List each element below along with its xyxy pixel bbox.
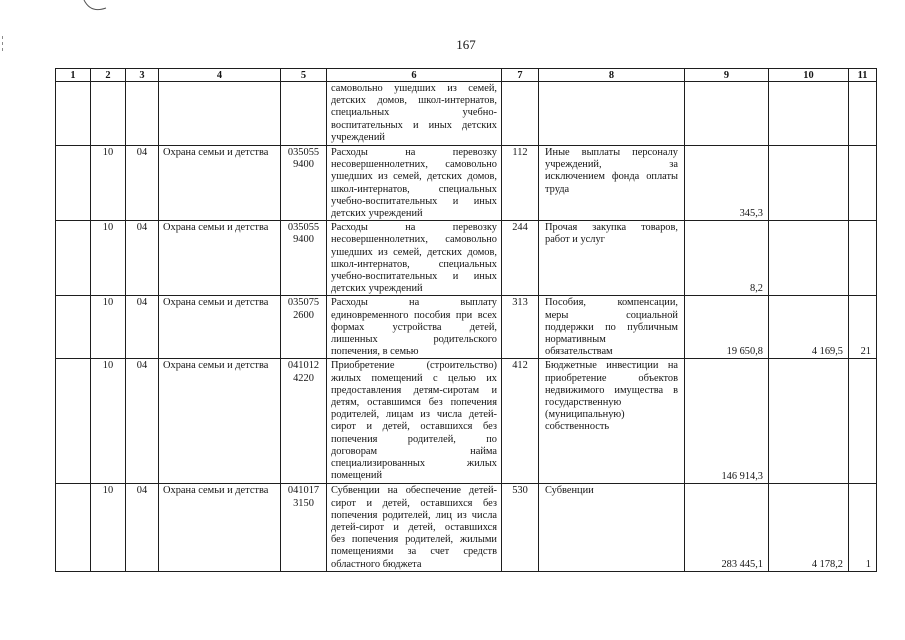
table-cell-col-1 — [56, 82, 91, 146]
cell-text-line: единовременного пособия при всех — [331, 309, 497, 321]
table-cell-col-10 — [769, 296, 849, 359]
column-header-1: 1 — [56, 69, 91, 82]
table-cell-col-1 — [56, 221, 91, 296]
cell-text-line: 283 445,1 — [721, 558, 763, 570]
table-cell-col-2 — [91, 484, 126, 571]
table-cell-col-3 — [126, 359, 159, 484]
cell-text-line: учебно-воспитательных и иных — [331, 195, 497, 207]
table-cell-col-8 — [539, 146, 685, 221]
cell-text-line: недвижимого имущества в — [545, 384, 678, 396]
cell-text-line: 041017 — [287, 485, 320, 497]
cell-text-line: Охрана семьи и детства — [163, 222, 269, 234]
table-cell-col-5 — [281, 359, 327, 484]
cell-text-line: специализированных жилых — [331, 458, 497, 470]
cell-text-line: попечения родителей, по — [331, 433, 497, 445]
cell-text-line: 035055 — [287, 222, 320, 234]
table-row — [56, 221, 877, 296]
cell-text-line: 04 — [136, 360, 148, 372]
table-cell-col-10 — [769, 484, 849, 571]
cell-text-line: Охрана семьи и детства — [163, 485, 269, 497]
table-cell-col-8 — [539, 221, 685, 296]
cell-text-line: 9400 — [293, 159, 314, 171]
cell-text-line: работ и услуг — [545, 234, 605, 246]
cell-text-line: исключением фонда оплаты — [545, 171, 678, 183]
cell-text-line: труда — [545, 183, 570, 195]
cell-text-line: 04 — [136, 222, 148, 234]
table-cell-col-1 — [56, 359, 91, 484]
table-cell-col-6 — [327, 296, 502, 359]
cell-text-line: собственность — [545, 421, 610, 433]
table-cell-col-11 — [849, 82, 877, 146]
table-cell-col-2 — [91, 146, 126, 221]
cell-text-line: поддержки по публичным — [545, 321, 678, 333]
table-row — [56, 359, 877, 484]
table-cell-col-7 — [502, 484, 539, 571]
column-header-5: 5 — [281, 69, 327, 82]
cell-text-line: 035055 — [287, 147, 320, 158]
table-cell-col-2 — [91, 359, 126, 484]
cell-text-line: Расходы на выплату — [331, 297, 497, 309]
table-row — [56, 484, 877, 571]
table-cell-col-4 — [159, 146, 281, 221]
cell-text-line: областного бюджета — [331, 558, 422, 570]
cell-text-line: 19 650,8 — [726, 346, 763, 358]
table-cell-col-9 — [685, 296, 769, 359]
table-row — [56, 146, 877, 221]
table-cell-col-10 — [769, 82, 849, 146]
cell-text-line: жилых помещений с целью их — [331, 372, 497, 384]
cell-text-line: Охрана семьи и детства — [163, 360, 269, 372]
cell-text-line: Пособия, компенсации, — [545, 297, 678, 309]
column-header-9: 9 — [685, 69, 769, 82]
budget-table — [55, 68, 877, 572]
cell-text-line: сирот и детей, оставшихся без — [331, 497, 497, 509]
table-cell-col-4 — [159, 484, 281, 571]
cell-text-line: государственную — [545, 397, 622, 409]
cell-text-line: специальных учебно- — [331, 107, 497, 119]
cell-text-line: 10 — [102, 485, 114, 497]
table-cell-col-3 — [126, 82, 159, 146]
cell-text-line: помещений — [331, 470, 383, 482]
cell-text-line: ушедших из семей, детских домов, — [331, 246, 497, 258]
table-cell-col-3 — [126, 484, 159, 571]
cell-text-line: Охрана семьи и детства — [163, 297, 269, 309]
table-cell-col-6 — [327, 484, 502, 571]
column-header-11: 11 — [849, 69, 877, 82]
cell-text-line: родителей, лицам из числа детей- — [331, 409, 497, 421]
table-cell-col-9 — [685, 82, 769, 146]
table-cell-col-6 — [327, 221, 502, 296]
table-row — [56, 82, 877, 146]
column-header-2: 2 — [91, 69, 126, 82]
cell-text-line: 10 — [102, 147, 114, 158]
cell-text-line: предоставления детям-сиротам и — [331, 384, 497, 396]
cell-text-line: Расходы на перевозку — [331, 147, 497, 158]
cell-text-line: 04 — [136, 147, 148, 158]
column-header-6: 6 — [327, 69, 502, 82]
cell-text-line: 345,3 — [739, 208, 763, 220]
cell-text-line: попечения родителей, лиц из числа — [331, 509, 497, 521]
table-cell-col-8 — [539, 484, 685, 571]
cell-text-line: договорам найма — [331, 445, 497, 457]
table-cell-col-5 — [281, 484, 327, 571]
table-cell-col-11 — [849, 296, 877, 359]
cell-text-line: 10 — [102, 222, 114, 234]
table-cell-col-2 — [91, 221, 126, 296]
table-cell-col-9 — [685, 221, 769, 296]
table-cell-col-5 — [281, 221, 327, 296]
column-header-3: 3 — [126, 69, 159, 82]
table-cell-col-1 — [56, 296, 91, 359]
cell-text-line: 2600 — [293, 309, 314, 321]
cell-text-line: (муниципальную) — [545, 409, 625, 421]
table-cell-col-9 — [685, 146, 769, 221]
table-header — [56, 69, 877, 82]
table-cell-col-7 — [502, 221, 539, 296]
cell-text-line: 3150 — [293, 497, 314, 509]
table-cell-col-3 — [126, 146, 159, 221]
cell-text-line: Приобретение (строительство) — [331, 360, 497, 372]
column-header-10: 10 — [769, 69, 849, 82]
table-cell-col-1 — [56, 484, 91, 571]
cell-text-line: Иные выплаты персоналу — [545, 147, 678, 158]
cell-text-line: 530 — [512, 485, 528, 497]
table-cell-col-4 — [159, 296, 281, 359]
cell-text-line: учреждений, за — [545, 159, 678, 171]
cell-text-line: приобретение объектов — [545, 372, 678, 384]
table-cell-col-7 — [502, 359, 539, 484]
cell-text-line: 10 — [102, 297, 114, 309]
cell-text-line: 04 — [136, 297, 148, 309]
table-cell-col-5 — [281, 82, 327, 146]
cell-text-line: Субвенции — [545, 485, 594, 497]
table-cell-col-7 — [502, 82, 539, 146]
table-body — [56, 82, 877, 572]
table-cell-col-9 — [685, 484, 769, 571]
table-cell-col-7 — [502, 296, 539, 359]
cell-text-line: 4220 — [293, 372, 314, 384]
cell-text-line: 4 178,2 — [811, 558, 843, 570]
cell-text-line: попечения, в семью — [331, 346, 419, 358]
cell-text-line: детских домов, школ-интернатов, — [331, 95, 497, 107]
cell-text-line: детских учреждений — [331, 283, 423, 295]
table-cell-col-5 — [281, 146, 327, 221]
cell-text-line: Бюджетные инвестиции на — [545, 360, 678, 372]
cell-text-line: без попечения родителей, жилыми — [331, 534, 497, 546]
table-cell-col-11 — [849, 484, 877, 571]
cell-text-line: 21 — [860, 346, 871, 358]
cell-text-line: 313 — [512, 297, 528, 309]
table-cell-col-9 — [685, 359, 769, 484]
table-cell-col-4 — [159, 82, 281, 146]
cell-text-line: лишенных родительского — [331, 334, 497, 346]
table-cell-col-11 — [849, 359, 877, 484]
cell-text-line: 244 — [512, 222, 528, 234]
cell-text-line: самовольно ушедших из семей, — [331, 83, 497, 94]
table-cell-col-11 — [849, 146, 877, 221]
cell-text-line: Охрана семьи и детства — [163, 147, 269, 158]
table-cell-col-7 — [502, 146, 539, 221]
table-row — [56, 296, 877, 359]
table-cell-col-11 — [849, 221, 877, 296]
table-cell-col-2 — [91, 296, 126, 359]
cell-text-line: 8,2 — [750, 283, 763, 295]
table-cell-col-8 — [539, 296, 685, 359]
page-number: 167 — [456, 37, 476, 52]
cell-text-line: 146 914,3 — [721, 471, 763, 483]
cell-text-line: 412 — [512, 360, 528, 372]
table-cell-col-10 — [769, 359, 849, 484]
table-header-row — [56, 69, 877, 82]
cell-text-line: воспитательных и иных детских — [331, 119, 497, 131]
cell-text-line: меры социальной — [545, 309, 678, 321]
table-cell-col-5 — [281, 296, 327, 359]
cell-text-line: обязательствам — [545, 346, 613, 358]
table-cell-col-8 — [539, 359, 685, 484]
cell-text-line: 041012 — [287, 360, 320, 372]
table-cell-col-3 — [126, 296, 159, 359]
column-header-8: 8 — [539, 69, 685, 82]
table-cell-col-3 — [126, 221, 159, 296]
cell-text-line: 4 169,5 — [811, 346, 843, 358]
cell-text-line: 9400 — [293, 234, 314, 246]
table-cell-col-4 — [159, 359, 281, 484]
cell-text-line: нормативным — [545, 334, 606, 346]
cell-text-line: школ-интернатов, специальных — [331, 258, 497, 270]
cell-text-line: учебно-воспитательных и иных — [331, 271, 497, 283]
cell-text-line: 035075 — [287, 297, 320, 309]
column-header-4: 4 — [159, 69, 281, 82]
cell-text-line: Прочая закупка товаров, — [545, 222, 678, 234]
cell-text-line: помещениями за счет средств — [331, 546, 497, 558]
table-cell-col-1 — [56, 146, 91, 221]
cell-text-line: школ-интернатов, специальных — [331, 183, 497, 195]
cell-text-line: формах устройства детей, — [331, 321, 497, 333]
cell-text-line: Субвенции на обеспечение детей- — [331, 485, 497, 497]
cell-text-line: сирот и детей, оставшихся без — [331, 421, 497, 433]
cell-text-line: 04 — [136, 485, 148, 497]
table-cell-col-10 — [769, 146, 849, 221]
cell-text-line: 112 — [512, 147, 528, 158]
table-cell-col-6 — [327, 146, 502, 221]
cell-text-line: несовершеннолетних, самовольно — [331, 234, 497, 246]
cell-text-line: детей-сирот и детей, оставшихся — [331, 522, 497, 534]
table-cell-col-10 — [769, 221, 849, 296]
cell-text-line: Расходы на перевозку — [331, 222, 497, 234]
cell-text-line: детских учреждений — [331, 208, 423, 220]
table-cell-col-4 — [159, 221, 281, 296]
cell-text-line: ушедших из семей, детских домов, — [331, 171, 497, 183]
column-header-7: 7 — [502, 69, 539, 82]
cell-text-line: 1 — [865, 558, 871, 570]
table-cell-col-8 — [539, 82, 685, 146]
table-cell-col-2 — [91, 82, 126, 146]
table-cell-col-6 — [327, 82, 502, 146]
cell-text-line: детям, оставшимся без попечения — [331, 397, 497, 409]
cell-text-line: несовершеннолетних, самовольно — [331, 159, 497, 171]
cell-text-line: учреждений — [331, 131, 385, 143]
table-cell-col-6 — [327, 359, 502, 484]
cell-text-line: 10 — [102, 360, 114, 372]
